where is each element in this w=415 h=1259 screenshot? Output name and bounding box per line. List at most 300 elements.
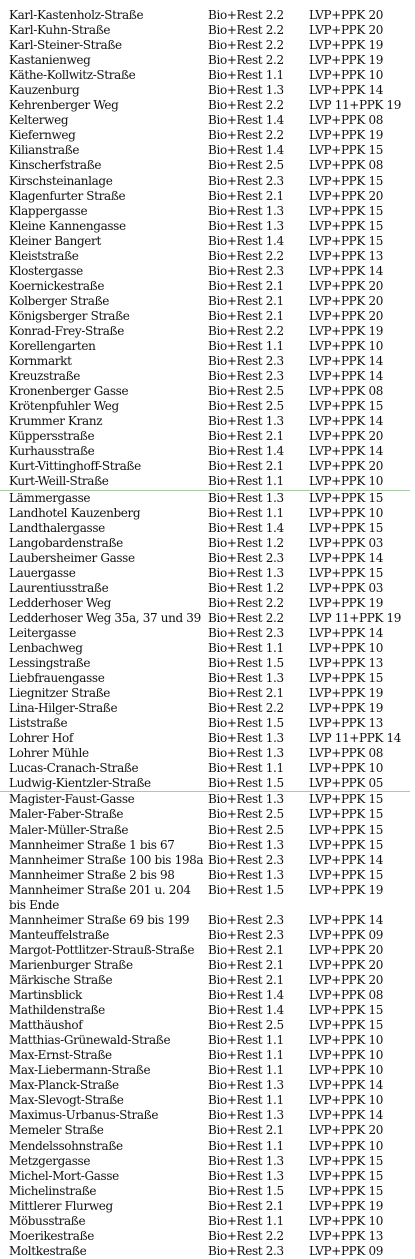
table-row (9, 143, 409, 158)
table-row (9, 973, 409, 988)
table-row (9, 249, 409, 264)
bio-rest-code: Bio+Rest 1.3 (208, 83, 284, 98)
lvp-ppk-code: LVP+PPK 19 (309, 595, 384, 610)
bio-rest-code: Bio+Rest 2.1 (208, 278, 284, 293)
street-name: Käthe-Kollwitz-Straße (9, 68, 136, 83)
bio-rest-code: Bio+Rest 2.2 (208, 701, 284, 716)
street-name: Lenbachweg (9, 640, 83, 655)
street-name: Laubersheimer Gasse (9, 550, 135, 565)
lvp-ppk-code: LVP+PPK 14 (309, 263, 384, 278)
street-name: Maler-Müller-Straße (9, 822, 129, 837)
lvp-ppk-code: LVP+PPK 15 (309, 218, 384, 233)
lvp-ppk-code: LVP+PPK 20 (309, 23, 384, 38)
street-name: Max-Liebermann-Straße (9, 1063, 151, 1078)
table-row (9, 324, 409, 339)
lvp-ppk-code: LVP+PPK 13 (309, 1228, 384, 1243)
street-name: Küppersstraße (9, 429, 95, 444)
bio-rest-code: Bio+Rest 1.3 (208, 414, 284, 429)
table-row (9, 309, 409, 324)
street-name: Mannheimer Straße 69 bis 199 (9, 912, 190, 927)
table-row (9, 1184, 409, 1199)
street-name: Ledderhoser Weg 35a, 37 und 39 (9, 610, 201, 625)
lvp-ppk-code: LVP+PPK 10 (309, 1213, 384, 1228)
lvp-ppk-code: LVP+PPK 10 (309, 1138, 384, 1153)
lvp-ppk-code: LVP+PPK 14 (309, 414, 384, 429)
table-row (9, 384, 409, 399)
lvp-ppk-code: LVP+PPK 14 (309, 83, 384, 98)
bio-rest-code: Bio+Rest 2.1 (208, 459, 284, 474)
street-name: Leitergasse (9, 625, 76, 640)
lvp-ppk-code: LVP+PPK 15 (309, 792, 384, 807)
bio-rest-code: Bio+Rest 1.2 (208, 580, 284, 595)
lvp-ppk-code: LVP+PPK 13 (309, 248, 384, 263)
bio-rest-code: Bio+Rest 1.5 (208, 1183, 284, 1198)
street-name: Möbusstraße (9, 1213, 86, 1228)
lvp-ppk-code: LVP+PPK 10 (309, 1093, 384, 1108)
lvp-ppk-code: LVP+PPK 15 (309, 671, 384, 686)
lvp-ppk-code: LVP+PPK 20 (309, 293, 384, 308)
bio-rest-code: Bio+Rest 1.5 (208, 882, 284, 897)
table-row (9, 8, 409, 23)
table-row (9, 474, 409, 489)
bio-rest-code: Bio+Rest 1.4 (208, 143, 284, 158)
bio-rest-code: Bio+Rest 1.3 (208, 218, 284, 233)
letter-section (9, 491, 409, 792)
street-name: Kreuzstraße (9, 369, 80, 384)
table-row (9, 1199, 409, 1214)
bio-rest-code: Bio+Rest 1.2 (208, 535, 284, 550)
table-row (9, 641, 409, 656)
bio-rest-code: Bio+Rest 2.1 (208, 293, 284, 308)
lvp-ppk-code: LVP+PPK 20 (309, 459, 384, 474)
street-name: Lessingstraße (9, 656, 91, 671)
bio-rest-code: Bio+Rest 1.1 (208, 640, 284, 655)
street-name: Königsberger Straße (9, 308, 130, 323)
table-row (9, 551, 409, 566)
bio-rest-code: Bio+Rest 1.3 (208, 203, 284, 218)
lvp-ppk-code: LVP+PPK 08 (309, 384, 384, 399)
table-row (9, 1229, 409, 1244)
table-row (9, 716, 409, 731)
table-row (9, 883, 409, 913)
street-name: Kronenberger Gasse (9, 384, 129, 399)
bio-rest-code: Bio+Rest 2.1 (208, 429, 284, 444)
street-name: Kehrenberger Weg (9, 98, 119, 113)
lvp-ppk-code: LVP 11+PPK 19 (309, 610, 402, 625)
street-name: Maler-Faber-Straße (9, 807, 124, 822)
lvp-ppk-code: LVP+PPK 14 (309, 369, 384, 384)
table-row (9, 1108, 409, 1123)
lvp-ppk-code: LVP+PPK 15 (309, 143, 384, 158)
bio-rest-code: Bio+Rest 1.1 (208, 1033, 284, 1048)
lvp-ppk-code: LVP+PPK 10 (309, 474, 384, 489)
bio-rest-code: Bio+Rest 1.3 (208, 1153, 284, 1168)
lvp-ppk-code: LVP+PPK 19 (309, 38, 384, 53)
table-row (9, 219, 409, 234)
bio-rest-code: Bio+Rest 2.3 (208, 369, 284, 384)
street-name: Max-Ernst-Straße (9, 1048, 112, 1063)
bio-rest-code: Bio+Rest 2.3 (208, 550, 284, 565)
table-row (9, 294, 409, 309)
bio-rest-code: Bio+Rest 1.3 (208, 1108, 284, 1123)
lvp-ppk-code: LVP+PPK 15 (309, 822, 384, 837)
bio-rest-code: Bio+Rest 1.1 (208, 474, 284, 489)
bio-rest-code: Bio+Rest 1.4 (208, 444, 284, 459)
street-name: Kiefernweg (9, 128, 76, 143)
street-name: Kurhausstraße (9, 444, 95, 459)
lvp-ppk-code: LVP+PPK 15 (309, 1168, 384, 1183)
street-name: Max-Slevogt-Straße (9, 1093, 124, 1108)
bio-rest-code: Bio+Rest 2.2 (208, 1228, 284, 1243)
lvp-ppk-code: LVP+PPK 20 (309, 957, 384, 972)
table-row (9, 1093, 409, 1108)
street-name: Krötenpfuhler Weg (9, 399, 119, 414)
bio-rest-code: Bio+Rest 2.3 (208, 927, 284, 942)
lvp-ppk-code: LVP+PPK 10 (309, 761, 384, 776)
lvp-ppk-code: LVP+PPK 08 (309, 113, 384, 128)
street-name: Kinscherfstraße (9, 158, 102, 173)
bio-rest-code: Bio+Rest 1.1 (208, 68, 284, 83)
street-name: Mendelssohnstraße (9, 1138, 123, 1153)
table-row (9, 746, 409, 761)
table-row (9, 686, 409, 701)
bio-rest-code: Bio+Rest 1.3 (208, 792, 284, 807)
lvp-ppk-code: LVP+PPK 14 (309, 912, 384, 927)
lvp-ppk-code: LVP+PPK 09 (309, 1243, 384, 1258)
bio-rest-code: Bio+Rest 1.3 (208, 1078, 284, 1093)
street-name: Matthäushof (9, 1018, 83, 1033)
bio-rest-code: Bio+Rest 1.3 (208, 731, 284, 746)
table-row (9, 1139, 409, 1154)
bio-rest-code: Bio+Rest 1.4 (208, 233, 284, 248)
table-row (9, 988, 409, 1003)
table-row (9, 68, 409, 83)
street-name: Mittlerer Flurweg (9, 1198, 113, 1213)
lvp-ppk-code: LVP+PPK 14 (309, 852, 384, 867)
street-name: Kleine Kannengasse (9, 218, 126, 233)
bio-rest-code: Bio+Rest 2.1 (208, 188, 284, 203)
table-row (9, 943, 409, 958)
lvp-ppk-code: LVP+PPK 19 (309, 882, 384, 897)
bio-rest-code: Bio+Rest 1.4 (208, 988, 284, 1003)
lvp-ppk-code: LVP+PPK 19 (309, 686, 384, 701)
bio-rest-code: Bio+Rest 1.1 (208, 761, 284, 776)
street-name: Karl-Steiner-Straße (9, 38, 122, 53)
bio-rest-code: Bio+Rest 2.2 (208, 248, 284, 263)
table-row (9, 459, 409, 474)
table-row (9, 1003, 409, 1018)
table-row (9, 444, 409, 459)
bio-rest-code: Bio+Rest 2.5 (208, 1018, 284, 1033)
street-name: Manteuffelstraße (9, 927, 110, 942)
lvp-ppk-code: LVP+PPK 08 (309, 988, 384, 1003)
table-row (9, 928, 409, 943)
bio-rest-code: Bio+Rest 2.5 (208, 399, 284, 414)
table-row (9, 369, 409, 384)
bio-rest-code: Bio+Rest 2.2 (208, 98, 284, 113)
letter-section (9, 8, 409, 490)
lvp-ppk-code: LVP+PPK 10 (309, 1048, 384, 1063)
bio-rest-code: Bio+Rest 2.1 (208, 973, 284, 987)
table-row (9, 189, 409, 204)
street-name: Kleiststraße (9, 248, 79, 263)
table-row (9, 596, 409, 611)
bio-rest-code: Bio+Rest 1.1 (208, 505, 284, 520)
lvp-ppk-code: LVP+PPK 20 (309, 8, 384, 22)
lvp-ppk-code: LVP+PPK 10 (309, 68, 384, 83)
bio-rest-code: Bio+Rest 2.3 (208, 354, 284, 369)
lvp-ppk-code: LVP+PPK 15 (309, 1003, 384, 1018)
street-name: Märkische Straße (9, 973, 113, 987)
lvp-ppk-code: LVP+PPK 20 (309, 1123, 384, 1138)
street-name: Moltkestraße (9, 1243, 87, 1258)
street-name: Kurt-Weill-Straße (9, 474, 109, 489)
lvp-ppk-code: LVP+PPK 19 (309, 1198, 384, 1213)
street-name: Kelterweg (9, 113, 69, 128)
street-name: Magister-Faust-Gasse (9, 792, 135, 807)
street-name: Kornmarkt (9, 354, 72, 369)
bio-rest-code: Bio+Rest 2.2 (208, 595, 284, 610)
lvp-ppk-code: LVP+PPK 08 (309, 158, 384, 173)
street-name: Margot-Pottlitzer-Strauß-Straße (9, 942, 195, 957)
table-row (9, 776, 409, 791)
table-row (9, 98, 409, 113)
street-name: Ludwig-Kientzler-Straße (9, 776, 151, 791)
table-row (9, 128, 409, 143)
street-name: Mannheimer Straße 2 bis 98 (9, 867, 175, 882)
table-row (9, 234, 409, 249)
table-row (9, 1169, 409, 1184)
street-name: Lina-Hilger-Straße (9, 701, 118, 716)
lvp-ppk-code: LVP+PPK 15 (309, 490, 384, 505)
lvp-ppk-code: LVP+PPK 15 (309, 1183, 384, 1198)
street-name: Metzgergasse (9, 1153, 91, 1168)
lvp-ppk-code: LVP+PPK 20 (309, 973, 384, 987)
bio-rest-code: Bio+Rest 1.3 (208, 837, 284, 852)
street-name: Kastanienweg (9, 53, 91, 68)
street-name: Krummer Kranz (9, 414, 103, 429)
street-name: Liststraße (9, 716, 68, 731)
table-row (9, 671, 409, 686)
lvp-ppk-code: LVP+PPK 15 (309, 837, 384, 852)
street-name: Liebfrauengasse (9, 671, 105, 686)
lvp-ppk-code: LVP+PPK 10 (309, 1063, 384, 1078)
table-row (9, 339, 409, 354)
bio-rest-code: Bio+Rest 2.3 (208, 912, 284, 927)
street-name: Koernickestraße (9, 278, 105, 293)
lvp-ppk-code: LVP+PPK 10 (309, 640, 384, 655)
table-row (9, 414, 409, 429)
bio-rest-code: Bio+Rest 1.1 (208, 339, 284, 354)
table-row (9, 113, 409, 128)
bio-rest-code: Bio+Rest 1.5 (208, 656, 284, 671)
bio-rest-code: Bio+Rest 1.1 (208, 1048, 284, 1063)
table-row (9, 566, 409, 581)
street-name: Mannheimer Straße 201 u. 204 bis Ende (9, 882, 191, 912)
street-name: Lohrer Hof (9, 731, 73, 746)
table-row (9, 761, 409, 776)
lvp-ppk-code: LVP+PPK 14 (309, 354, 384, 369)
table-row (9, 491, 409, 506)
street-name: Lucas-Cranach-Straße (9, 761, 139, 776)
lvp-ppk-code: LVP+PPK 20 (309, 278, 384, 293)
table-row (9, 1063, 409, 1078)
bio-rest-code: Bio+Rest 2.3 (208, 263, 284, 278)
bio-rest-code: Bio+Rest 1.4 (208, 1003, 284, 1018)
lvp-ppk-code: LVP+PPK 09 (309, 927, 384, 942)
lvp-ppk-code: LVP+PPK 10 (309, 1033, 384, 1048)
street-name: Mannheimer Straße 100 bis 198a (9, 852, 204, 867)
bio-rest-code: Bio+Rest 2.5 (208, 158, 284, 173)
table-row (9, 174, 409, 189)
bio-rest-code: Bio+Rest 1.3 (208, 746, 284, 761)
bio-rest-code: Bio+Rest 2.2 (208, 8, 284, 22)
table-row (9, 626, 409, 641)
street-name: Michel-Mort-Gasse (9, 1168, 119, 1183)
street-name: Michelinstraße (9, 1183, 97, 1198)
bio-rest-code: Bio+Rest 2.1 (208, 308, 284, 323)
bio-rest-code: Bio+Rest 1.3 (208, 867, 284, 882)
bio-rest-code: Bio+Rest 1.1 (208, 1138, 284, 1153)
table-row (9, 354, 409, 369)
table-row (9, 913, 409, 928)
lvp-ppk-code: LVP+PPK 20 (309, 308, 384, 323)
bio-rest-code: Bio+Rest 2.3 (208, 1243, 284, 1258)
lvp-ppk-code: LVP+PPK 19 (309, 53, 384, 68)
lvp-ppk-code: LVP+PPK 15 (309, 1018, 384, 1033)
street-name: Maximus-Urbanus-Straße (9, 1108, 159, 1123)
street-name: Ledderhoser Weg (9, 595, 111, 610)
street-name: Landhotel Kauzenberg (9, 505, 141, 520)
lvp-ppk-code: LVP+PPK 15 (309, 233, 384, 248)
lvp-ppk-code: LVP+PPK 15 (309, 1153, 384, 1168)
table-row (9, 279, 409, 294)
table-row (9, 1214, 409, 1229)
street-name: Landthalergasse (9, 520, 105, 535)
lvp-ppk-code: LVP+PPK 19 (309, 128, 384, 143)
lvp-ppk-code: LVP+PPK 14 (309, 550, 384, 565)
street-name: Matthias-Grünewald-Straße (9, 1033, 171, 1048)
bio-rest-code: Bio+Rest 2.5 (208, 822, 284, 837)
bio-rest-code: Bio+Rest 2.1 (208, 957, 284, 972)
lvp-ppk-code: LVP+PPK 08 (309, 746, 384, 761)
table-row (9, 506, 409, 521)
lvp-ppk-code: LVP+PPK 14 (309, 1078, 384, 1093)
table-row (9, 1018, 409, 1033)
lvp-ppk-code: LVP 11+PPK 19 (309, 98, 402, 113)
bio-rest-code: Bio+Rest 2.3 (208, 173, 284, 188)
table-row (9, 792, 409, 807)
street-name: Korellengarten (9, 339, 96, 354)
table-row (9, 823, 409, 838)
bio-rest-code: Bio+Rest 1.5 (208, 716, 284, 731)
lvp-ppk-code: LVP+PPK 15 (309, 173, 384, 188)
street-name: Klagenfurter Straße (9, 188, 126, 203)
table-row (9, 399, 409, 414)
street-name: Marienburger Straße (9, 957, 133, 972)
lvp-ppk-code: LVP+PPK 19 (309, 323, 384, 338)
table-row (9, 1033, 409, 1048)
lvp-ppk-code: LVP+PPK 05 (309, 776, 384, 791)
table-row (9, 853, 409, 868)
street-name: Liegnitzer Straße (9, 686, 111, 701)
bio-rest-code: Bio+Rest 1.5 (208, 776, 284, 791)
table-row (9, 23, 409, 38)
lvp-ppk-code: LVP+PPK 20 (309, 188, 384, 203)
street-name: Karl-Kastenholz-Straße (9, 8, 144, 22)
street-name: Lohrer Mühle (9, 746, 89, 761)
bio-rest-code: Bio+Rest 1.4 (208, 520, 284, 535)
bio-rest-code: Bio+Rest 1.3 (208, 565, 284, 580)
table-row (9, 731, 409, 746)
lvp-ppk-code: LVP+PPK 15 (309, 399, 384, 414)
street-name: Kurt-Vittinghoff-Straße (9, 459, 141, 474)
table-row (9, 53, 409, 68)
street-name: Klostergasse (9, 263, 83, 278)
street-name: Kleiner Bangert (9, 233, 101, 248)
bio-rest-code: Bio+Rest 1.3 (208, 490, 284, 505)
street-name: Mathildenstraße (9, 1003, 105, 1018)
street-name: Mannheimer Straße 1 bis 67 (9, 837, 175, 852)
street-name: Memeler Straße (9, 1123, 104, 1138)
bio-rest-code: Bio+Rest 2.2 (208, 23, 284, 38)
table-row (9, 521, 409, 536)
table-row (9, 868, 409, 883)
bio-rest-code: Bio+Rest 1.4 (208, 113, 284, 128)
table-row (9, 83, 409, 98)
street-name: Karl-Kuhn-Straße (9, 23, 111, 38)
lvp-ppk-code: LVP+PPK 14 (309, 625, 384, 640)
bio-rest-code: Bio+Rest 2.2 (208, 53, 284, 68)
lvp-ppk-code: LVP+PPK 15 (309, 203, 384, 218)
street-name: Kirschsteinanlage (9, 173, 113, 188)
street-name: Konrad-Frey-Straße (9, 323, 124, 338)
bio-rest-code: Bio+Rest 2.5 (208, 807, 284, 822)
bio-rest-code: Bio+Rest 1.3 (208, 671, 284, 686)
table-row (9, 1078, 409, 1093)
bio-rest-code: Bio+Rest 2.2 (208, 610, 284, 625)
table-row (9, 204, 409, 219)
table-row (9, 1048, 409, 1063)
lvp-ppk-code: LVP+PPK 13 (309, 656, 384, 671)
bio-rest-code: Bio+Rest 2.3 (208, 625, 284, 640)
table-row (9, 1154, 409, 1169)
bio-rest-code: Bio+Rest 2.1 (208, 942, 284, 957)
lvp-ppk-code: LVP+PPK 19 (309, 701, 384, 716)
street-name: Lämmergasse (9, 490, 91, 505)
street-name: Kilianstraße (9, 143, 80, 158)
table-row (9, 581, 409, 596)
table-row (9, 611, 409, 626)
table-row (9, 536, 409, 551)
table-row (9, 838, 409, 853)
bio-rest-code: Bio+Rest 2.1 (208, 686, 284, 701)
street-name: Laurentiusstraße (9, 580, 109, 595)
bio-rest-code: Bio+Rest 1.1 (208, 1063, 284, 1078)
lvp-ppk-code: LVP+PPK 15 (309, 520, 384, 535)
street-name: Lauergasse (9, 565, 76, 580)
bio-rest-code: Bio+Rest 2.1 (208, 1198, 284, 1213)
lvp-ppk-code: LVP+PPK 14 (309, 1108, 384, 1123)
lvp-ppk-code: LVP+PPK 03 (309, 580, 384, 595)
table-row (9, 656, 409, 671)
lvp-ppk-code: LVP+PPK 15 (309, 867, 384, 882)
lvp-ppk-code: LVP+PPK 10 (309, 339, 384, 354)
table-row (9, 807, 409, 822)
lvp-ppk-code: LVP+PPK 14 (309, 444, 384, 459)
street-name: Langobardenstraße (9, 535, 123, 550)
table-row (9, 701, 409, 716)
